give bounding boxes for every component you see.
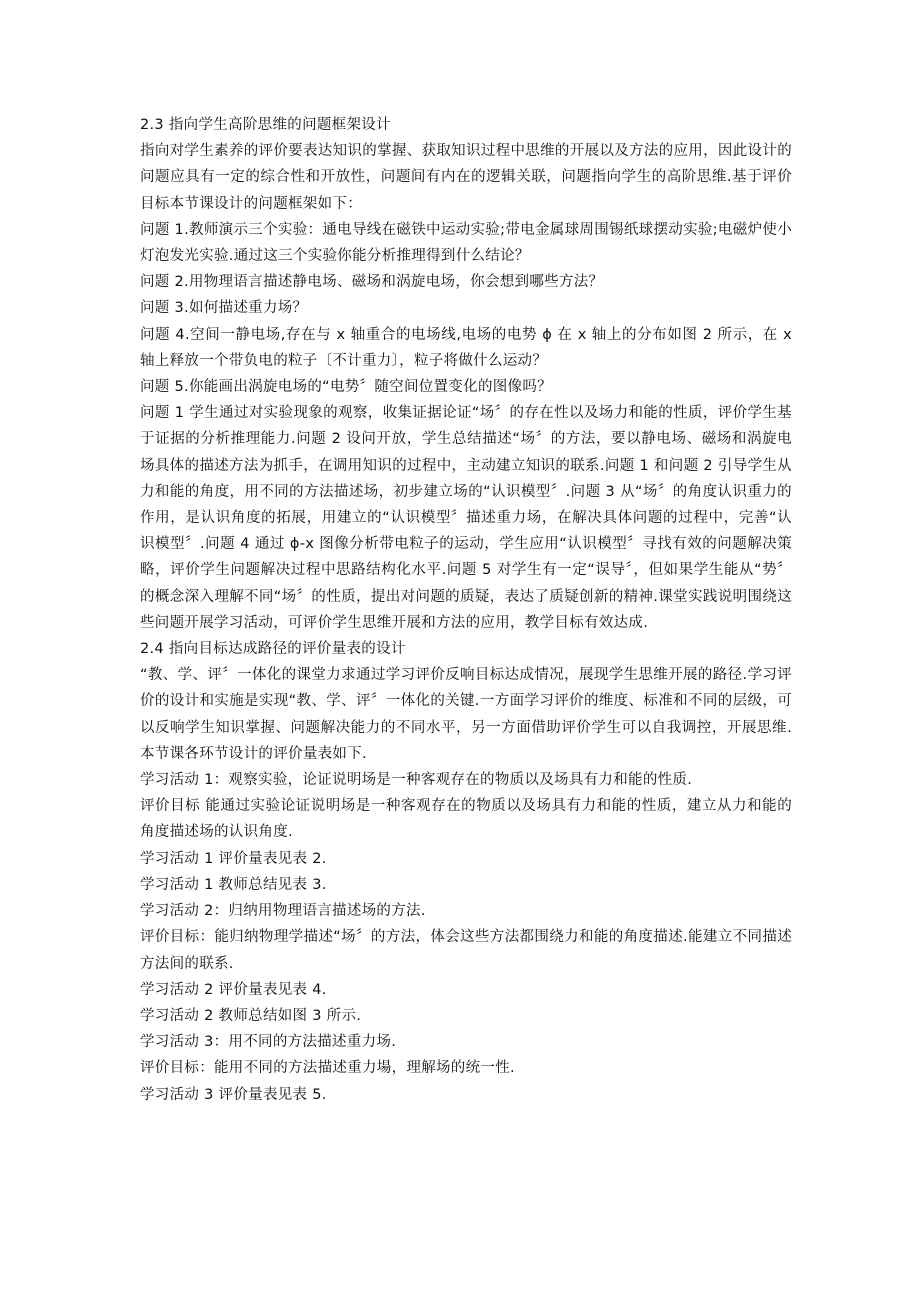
activity-2-summary: 学习活动 2 教师总结如图 3 所示. bbox=[140, 1007, 362, 1024]
activity-3-scale: 学习活动 3 评价量表见表 5. bbox=[140, 1086, 327, 1103]
evaluation-goal-3: 评价目标：能用不同的方法描述重力場，理解场的统一性. bbox=[140, 1060, 515, 1077]
question-3: 问题 3.如何描述重力场？ bbox=[140, 300, 308, 317]
question-2: 问题 2.用物理语言描述静电场、磁场和涡旋电场，你会想到哪些方法？ bbox=[140, 274, 604, 291]
section-2-3-heading: 2.3 指向学生高阶思维的问题框架设计 bbox=[140, 117, 391, 133]
activity-3: 学习活动 3：用不同的方法描述重力场. bbox=[140, 1034, 397, 1051]
section-2-4-intro: “教、学、评〞一体化的课堂力求通过学习评价反响目标达成情况，展现学生思维开展的路径.学习评价的设计和实施是实现“教、学、评〞一体化的关键.一方面学习评价的维度、标准和不同的层级，可以反响学生知识掌握、问题解决能力的不同水平，另一方面借助评价学生可以自我调控，开展思维.本节课各环节设计的评价量表如下. bbox=[140, 667, 792, 762]
activity-2-scale: 学习活动 2 评价量表见表 4. bbox=[140, 981, 327, 998]
evaluation-goal-2: 评价目标：能归纳物理学描述“场〞的方法，体会这些方法都围绕力和能的角度描述.能建立不同描述方法间的联系. bbox=[140, 929, 792, 972]
activity-2: 学习活动 2：归纳用物理语言描述场的方法. bbox=[140, 903, 426, 920]
document-body bbox=[140, 112, 792, 1108]
activity-1-summary: 学习活动 1 教师总结见表 3. bbox=[140, 876, 327, 893]
question-analysis: 问题 1 学生通过对实验现象的观察，收集证据论证“场〞的存在性以及场力和能的性质，评价学生基于证据的分析推理能力.问题 2 设问开放，学生总结描述“场〞的方法，要以静电场、磁场和涡旋电场具体的描述方法为抓手，在调用知识的过程中，主动建立知识的联系.问题 1 和问题 2 引导学生从力和能的角度，用不同的方法描述场，初步建立场的“认识模型〞.问题 3 从“场〞的角度认识重力的作用，是认识角度的拓展，用建立的“认识模型〞描述重力场，在解决具体问题的过程中，完善“认识模型〞.问题 4 通过 ϕ-x 图像分析带电粒子的运动，学生应用“认识模型〞寻找有效的问题解决策略，评价学生问题解决过程中思路结构化水平.问题 5 对学生有一定“误导〞，但如果学生能从“势〞的概念深入理解不同“场〞的性质，提出对问题的质疑，表达了质疑创新的精神.课堂实践说明围绕这些问题开展学习活动，可评价学生思维开展和方法的应用，教学目标有效达成. bbox=[140, 405, 792, 631]
activity-1: 学习活动 1：观察实验，论证说明场是一种客观存在的物质以及场具有力和能的性质. bbox=[140, 772, 693, 789]
question-5: 问题 5.你能画出涡旋电场的“电势〞随空间位置变化的图像吗？ bbox=[140, 379, 552, 396]
section-2-4-heading: 2.4 指向目标达成路径的评价量表的设计 bbox=[140, 641, 406, 658]
activity-1-scale: 学习活动 1 评价量表见表 2. bbox=[140, 850, 327, 867]
section-2-3-intro: 指向对学生素养的评价要表达知识的掌握、获取知识过程中思维的开展以及方法的应用，因此设计的问题应具有一定的综合性和开放性，问题间有内在的逻辑关联，问题指向学生的高阶思维.基于评价目标本节课设计的问题框架如下： bbox=[140, 143, 792, 212]
question-1: 问题 1.教师演示三个实验：通电导线在磁铁中运动实验;带电金属球周围锡纸球摆动实验;电磁炉使小灯泡发光实验.通过这三个实验你能分析推理得到什么结论？ bbox=[140, 221, 792, 265]
evaluation-goal-1: 评价目标 能通过实验论证说明场是一种客观存在的物质以及场具有力和能的性质，建立从力和能的角度描述场的认识角度. bbox=[140, 798, 792, 841]
question-4: 问题 4.空间一静电场,存在与 x 轴重合的电场线,电场的电势 ϕ 在 x 轴上的分布如图 2 所示，在 x 轴上释放一个带负电的粒子〔不计重力〕，粒子将做什么运动？ bbox=[140, 326, 792, 369]
